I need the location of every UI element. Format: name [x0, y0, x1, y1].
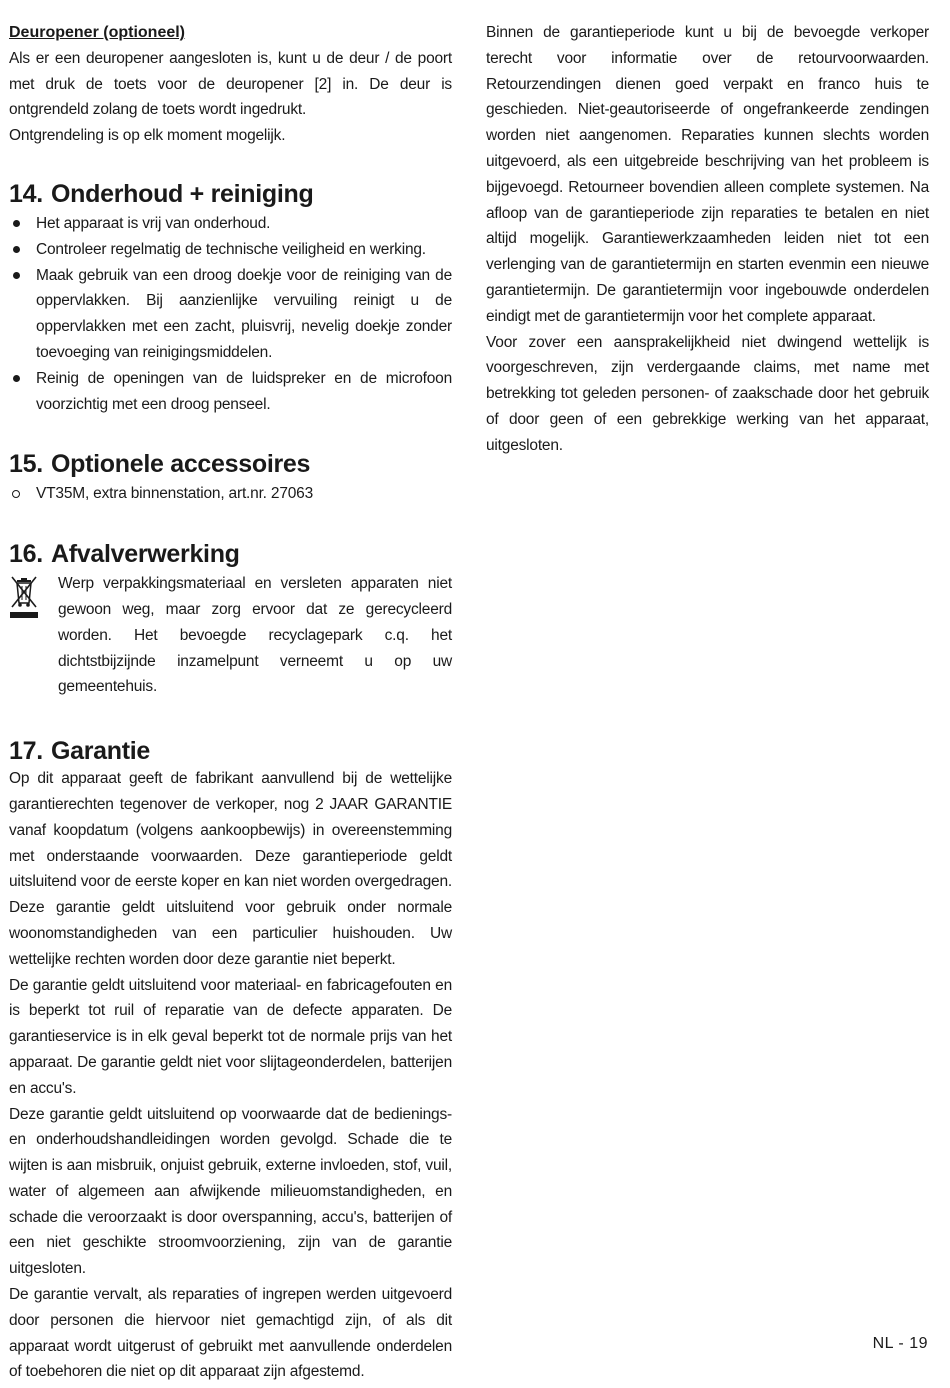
- section-title: Onderhoud + reiniging: [51, 179, 314, 208]
- warranty-paragraph: De garantie vervalt, als reparaties of ingrepen werden uitgevoerd door personen die hiervoor niet gemachtigd zijn, of als dit apparaat wordt uitgerust of gebruikt met aanvullende onderdelen of toebehoren die niet op dit apparaat zijn afgestemd.: [9, 1286, 452, 1381]
- section-heading: [9, 179, 452, 209]
- list-item: [9, 481, 452, 507]
- list-item: [9, 366, 452, 418]
- warranty-paragraph: Deze garantie geldt uitsluitend op voorwaarde dat de bedienings- en onderhoudshandleidingen worden gevolgd. Schade die te wijten is aan misbruik, onjuist gebruik, externe invloeden, stof, vuil, water of algemeen aan afwijkende milieuomstandigheden, en schade die veroorzaakt is door overspanning, accu's, batterijen of een niet geschikte stroomvoorziening, zijn van de garantie uitgesloten.: [9, 1105, 452, 1278]
- section-heading: [9, 736, 452, 766]
- bullet-ring-icon: [9, 481, 23, 507]
- door-opener-heading: Deuropener (optioneel): [9, 24, 186, 41]
- list-item-text: VT35M, extra binnenstation, art.nr. 27063: [36, 485, 313, 503]
- list-item-text: Reinig de openingen van de luidspreker en de microfoon voorzichtig met een droog penseel.: [36, 369, 452, 413]
- section-accessories: [9, 449, 452, 507]
- section-maintenance: [9, 179, 452, 417]
- bullet-dot-icon: [9, 211, 23, 237]
- waste-block: [9, 571, 452, 700]
- list-item-text: Controleer regelmatig de technische veiligheid en werking.: [36, 240, 426, 258]
- door-opener-section: [9, 20, 452, 149]
- bullet-dot-icon: [9, 237, 23, 263]
- bullet-dot-icon: [9, 366, 23, 392]
- waste-text: Werp verpakkingsmateriaal en versleten apparaten niet gewoon weg, maar zorg ervoor dat ze gerecycleerd worden. Het bevoegde recyclagepark c.q. het dichtstbijzijnde inzamelpunt verneemt u op uw gemeentehuis.: [58, 575, 452, 696]
- section-heading: [9, 539, 452, 569]
- bullet-dot-icon: [9, 263, 23, 289]
- door-opener-note: Ontgrendeling is op elk moment mogelijk.: [9, 127, 286, 145]
- section-number: 16.: [9, 540, 43, 569]
- left-column: [9, 20, 452, 1385]
- section-waste: [9, 539, 452, 700]
- section-title: Optionele accessoires: [51, 450, 311, 479]
- list-item-text: Maak gebruik van een droog doekje voor de reiniging van de oppervlakken. Bij aanzienlijke vervuiling reinigt u de oppervlakken met een zacht, pluisvrij, nevelig doekje zonder toevoeging van reinigingsmiddelen.: [36, 266, 452, 361]
- maintenance-list: [9, 211, 452, 417]
- section-title: Afvalverwerking: [51, 540, 240, 569]
- list-item-text: Het apparaat is vrij van onderhoud.: [36, 214, 271, 232]
- right-column: [486, 20, 929, 459]
- section-heading: [9, 449, 452, 479]
- warranty-paragraph: De garantie geldt uitsluitend voor materiaal- en fabricagefouten en is beperkt tot ruil of reparatie van de defecte apparaten. De garantieservice is in elk geval beperkt tot de normale prijs van het apparaat. De garantie geldt niet voor slijtageonderdelen, batterijen en accu's.: [9, 976, 452, 1097]
- section-number: 15.: [9, 450, 43, 479]
- liability-paragraph: Voor zover een aansprakelijkheid niet dwingend wettelijk is voorgeschreven, zijn verdergaande claims, met name met betrekking tot geleden personen- of zaakschade door het gebruik of door geen of een gebrekkige werking van het apparaat, uitgesloten.: [486, 333, 929, 454]
- warranty-return-paragraph: Binnen de garantieperiode kunt u bij de bevoegde verkoper terecht voor informatie over de retourvoorwaarden. Retourzendingen dienen goed verpakt en franco huis te geschieden. Niet-geautoriseerde of ongefrankeerde zendingen worden niet aangenomen. Reparaties kunnen slechts worden uitgevoerd, als een uitgebreide beschrijving van het probleem is bijgevoegd. Retourneer bovendien alleen complete systemen. Na afloop van de garantieperiode zijn reparaties te betalen en niet altijd mogelijk. Garantiewerkzaamheden leiden niet tot een verlenging van de garantietermijn en starten evenmin een nieuwe garantietermijn. De garantietermijn voor ingebouwde onderdelen eindigt met de garantietermijn voor het complete apparaat.: [486, 24, 929, 325]
- accessories-list: [9, 481, 452, 507]
- list-item: [9, 263, 452, 366]
- section-number: 14.: [9, 179, 43, 208]
- list-item: [9, 211, 452, 237]
- crossed-out-bin-icon: [9, 575, 39, 619]
- section-number: 17.: [9, 737, 43, 766]
- list-item: [9, 237, 452, 263]
- door-opener-text: Als er een deuropener aangesloten is, kunt u de deur / de poort met druk de toets voor de deuropener [2] in. De deur is ontgrendeld zolang de toets wordt ingedrukt.: [9, 49, 452, 119]
- section-warranty: [9, 736, 452, 1385]
- page-number: NL - 19: [872, 1335, 928, 1352]
- warranty-paragraph: Op dit apparaat geeft de fabrikant aanvullend bij de wettelijke garantierechten tegenover de verkoper, nog 2 JAAR GARANTIE vanaf koopdatum (volgens aankoopbewijs) in overeenstemming met onderstaande voorwaarden. Deze garantieperiode geldt uitsluitend voor de eerste koper en kan niet worden overgedragen. Deze garantie geldt uitsluitend voor gebruik onder normale woonomstandigheden van een particulier huishouden. Uw wettelijke rechten worden door deze garantie niet beperkt.: [9, 770, 452, 968]
- section-title: Garantie: [51, 737, 151, 766]
